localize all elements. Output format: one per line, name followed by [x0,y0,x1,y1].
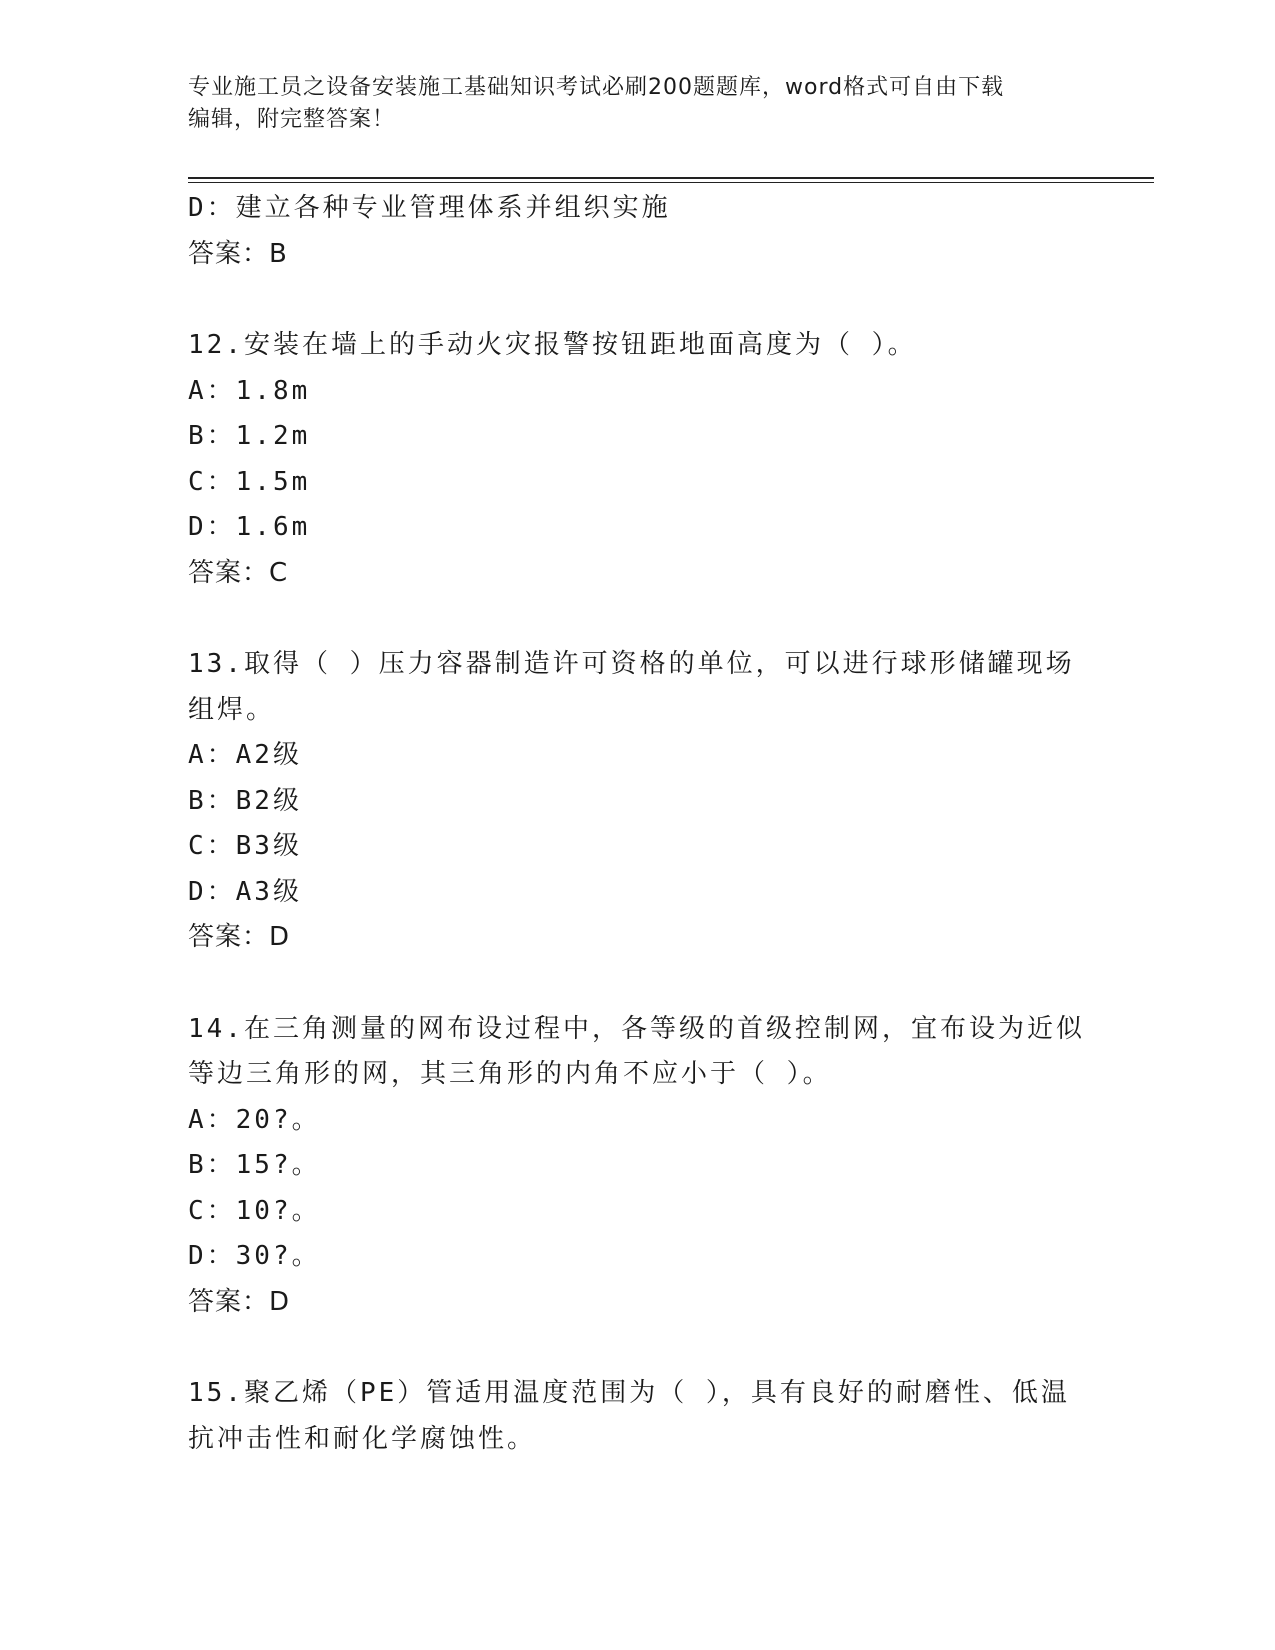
option-a: A：1.8m [188,375,311,406]
question-13 [188,642,1088,961]
question-stem: 12.安装在墙上的手动火灾报警按钮距地面高度为（ ）。 [188,330,917,360]
option-d: D：A3级 [188,876,302,907]
question-12 [188,323,1088,596]
option-c: C：1.5m [188,466,311,497]
question-stem-line-1: 14.在三角测量的网布设过程中，各等级的首级控制网，宜布设为近似 [188,1013,1085,1044]
document-header [188,72,1088,136]
option-c: C：10?。 [188,1195,321,1226]
option-c: C：B3级 [188,831,302,861]
question-list [188,186,1088,1462]
option-b: B：1.2m [188,421,311,451]
spacer [188,277,1088,323]
option-b: B：15?。 [188,1150,321,1180]
header-title-line-2: 编辑，附完整答案！ [188,107,396,132]
option-b: B：B2级 [188,785,302,816]
question-11 [188,186,1088,277]
option-d: D：建立各种专业管理体系并组织实施 [188,193,671,223]
question-15 [188,1371,1088,1462]
question-14 [188,1007,1088,1326]
option-d: D：30?。 [188,1241,321,1271]
option-a: A：20?。 [188,1104,321,1135]
option-a: A：A2级 [188,740,302,770]
answer-line: 答案：D [188,1286,291,1317]
answer-line: 答案：D [188,922,291,952]
option-d: D：1.6m [188,512,311,542]
spacer [188,1325,1088,1371]
question-stem-line-1: 13.取得（ ）压力容器制造许可资格的单位，可以进行球形储罐现场 [188,649,1075,679]
question-stem-line-2: 抗冲击性和耐化学腐蚀性。 [188,1423,537,1454]
spacer [188,961,1088,1007]
header-divider-thin [188,182,1154,183]
header-divider-thick [188,177,1154,179]
question-stem-line-1: 15.聚乙烯（PE）管适用温度范围为（ ），具有良好的耐磨性、低温 [188,1378,1070,1408]
question-stem-line-2: 等边三角形的网，其三角形的内角不应小于（ ）。 [188,1059,832,1089]
answer-line: 答案：C [188,557,289,588]
header-title-line-1: 专业施工员之设备安装施工基础知识考试必刷200题题库，word格式可自由下载 [188,75,1005,100]
spacer [188,596,1088,642]
question-stem-line-2: 组焊。 [188,694,276,725]
answer-line: 答案：B [188,238,288,269]
